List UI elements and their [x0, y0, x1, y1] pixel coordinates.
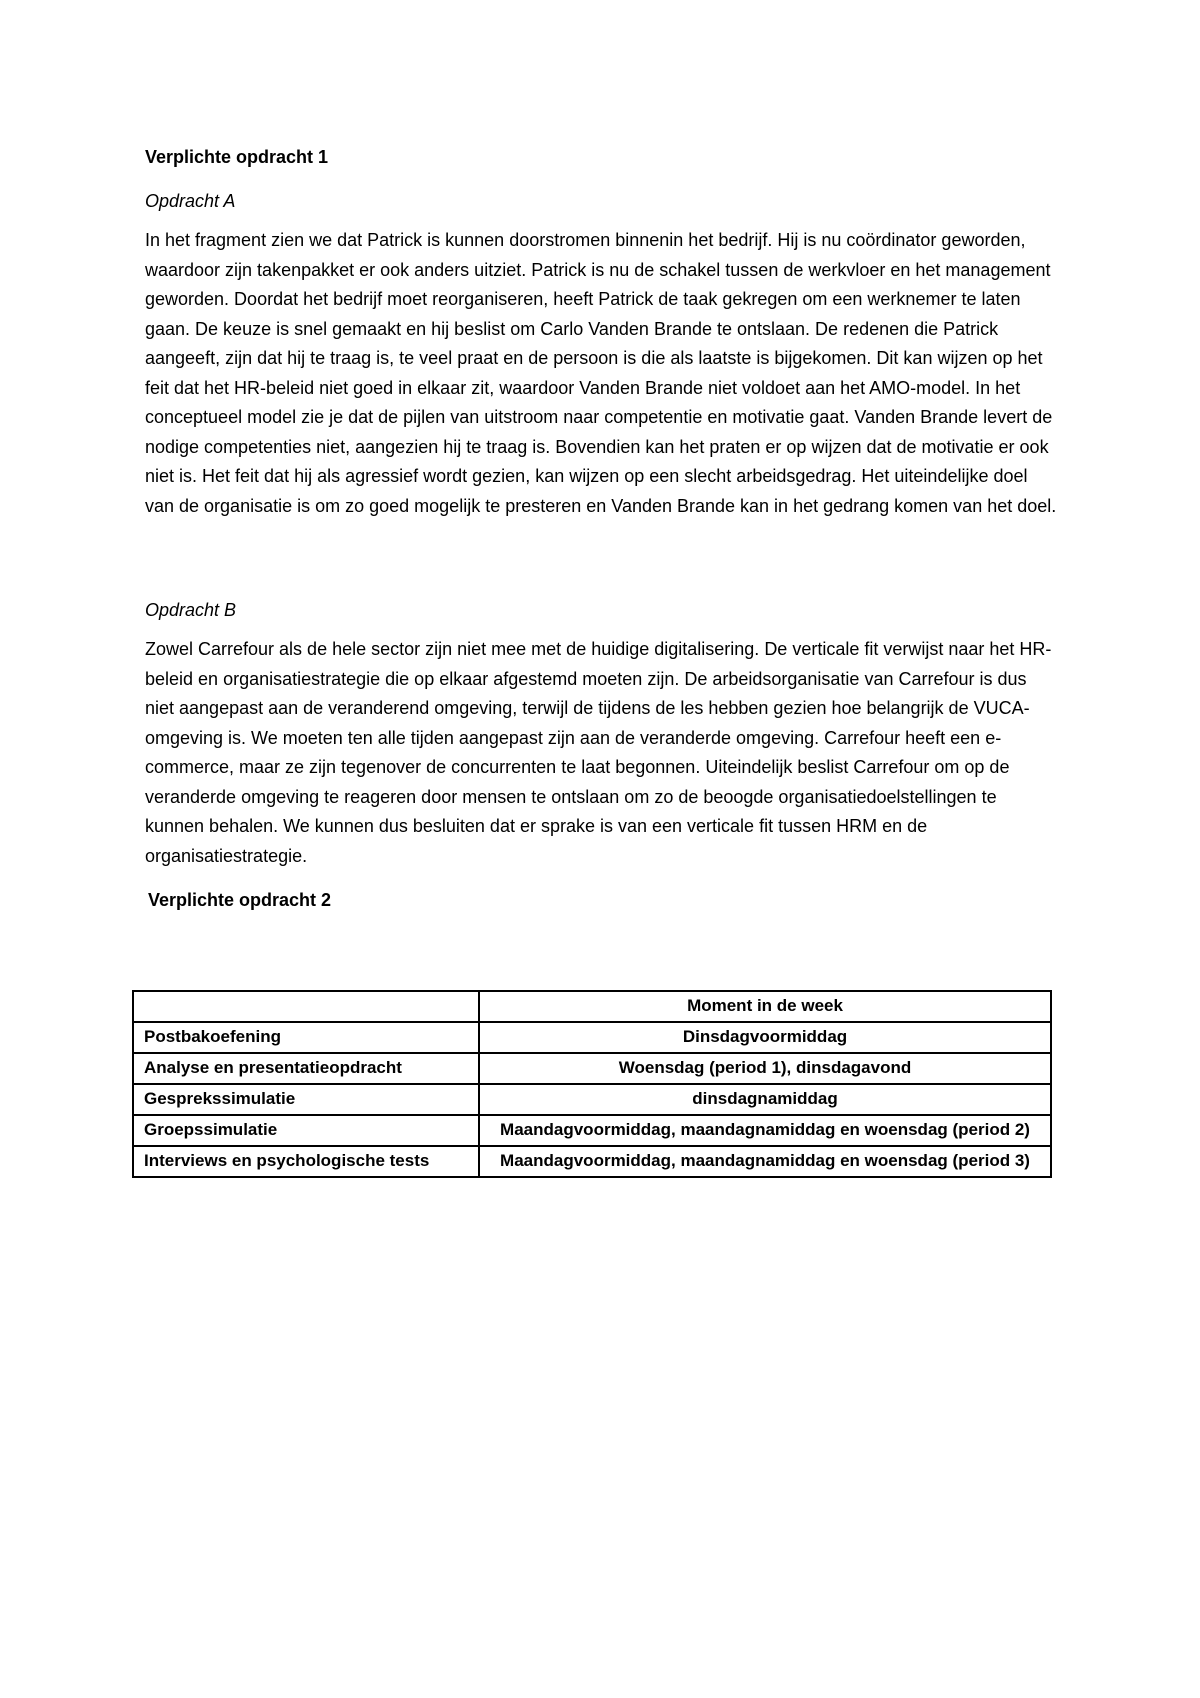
section1-title: Verplichte opdracht 1: [145, 147, 329, 167]
moment-cell: Dinsdagvoormiddag: [479, 1022, 1051, 1053]
table-row: [133, 1084, 1051, 1115]
activity-cell: Gesprekssimulatie: [133, 1084, 479, 1115]
section2-title: Verplichte opdracht 2: [148, 890, 332, 910]
part-b-label: Opdracht B: [145, 600, 237, 620]
moment-cell: Maandagvoormiddag, maandagnamiddag en woensdag (period 3): [479, 1146, 1051, 1177]
part-b-paragraph: Zowel Carrefour als de hele sector zijn niet mee met de huidige digitalisering. De verticale fit verwijst naar het HR-beleid en organisatiestrategie die op elkaar afgestemd moeten zijn. De arbeidsorganisatie van Carrefour is dus niet aangepast aan de veranderend omgeving, terwijl de tijdens de les hebben gezien hoe belangrijk de VUCA- omgeving is. We moeten ten alle tijden aangepast zijn aan de veranderde omgeving. Carrefour heeft een e-commerce, maar ze zijn tegenover de concurrenten te laat begonnen. Uiteindelijk beslist Carrefour om op de veranderde omgeving te reageren door mensen te ontslaan om zo de beoogde organisatiedoelstellingen te kunnen behalen. We kunnen dus besluiten dat er sprake is van een verticale fit tussen HRM en de organisatiestrategie.: [145, 639, 1052, 866]
header-moment-cell: Moment in de week: [479, 991, 1051, 1022]
moment-cell: dinsdagnamiddag: [479, 1084, 1051, 1115]
moment-cell: Woensdag (period 1), dinsdagavond: [479, 1053, 1051, 1084]
activity-cell: Analyse en presentatieopdracht: [133, 1053, 479, 1084]
table-header-row: [133, 991, 1051, 1022]
activity-cell: Groepssimulatie: [133, 1115, 479, 1146]
header-activity-cell: [133, 991, 479, 1022]
table-row: [133, 1146, 1051, 1177]
activity-cell: Interviews en psychologische tests: [133, 1146, 479, 1177]
activity-cell: Postbakoefening: [133, 1022, 479, 1053]
table-row: [133, 1115, 1051, 1146]
document-body: [145, 146, 1065, 911]
part-a-label: Opdracht A: [145, 191, 236, 211]
spacer: [145, 521, 1065, 577]
table-row: [133, 1022, 1051, 1053]
part-a-paragraph: In het fragment zien we dat Patrick is kunnen doorstromen binnenin het bedrijf. Hij is nu coördinator geworden, waardoor zijn takenpakket er ook anders uitziet. Patrick is nu de schakel tussen de werkvloer en het management geworden. Doordat het bedrijf moet reorganiseren, heeft Patrick de taak gekregen om een werknemer te laten gaan. De keuze is snel gemaakt en hij beslist om Carlo Vanden Brande te ontslaan. De redenen die Patrick aangeeft, zijn dat hij te traag is, te veel praat en de persoon is die als laatste is bijgekomen. Dit kan wijzen op het feit dat het HR-beleid niet goed in elkaar zit, waardoor Vanden Brande niet voldoet aan het AMO-model. In het conceptueel model zie je dat de pijlen van uitstroom naar competentie en motivatie gaat. Vanden Brande levert de nodige competenties niet, aangezien hij te traag is. Bovendien kan het praten er op wijzen dat de motivatie er ook niet is. Het feit dat hij als agressief wordt gezien, kan wijzen op een slecht arbeidsgedrag. Het uiteindelijke doel van de organisatie is om zo goed mogelijk te presteren en Vanden Brande kan in het gedrang komen van het doel.: [145, 230, 1057, 516]
schedule-table: [132, 990, 1052, 1178]
table-row: [133, 1053, 1051, 1084]
moment-cell: Maandagvoormiddag, maandagnamiddag en woensdag (period 2): [479, 1115, 1051, 1146]
